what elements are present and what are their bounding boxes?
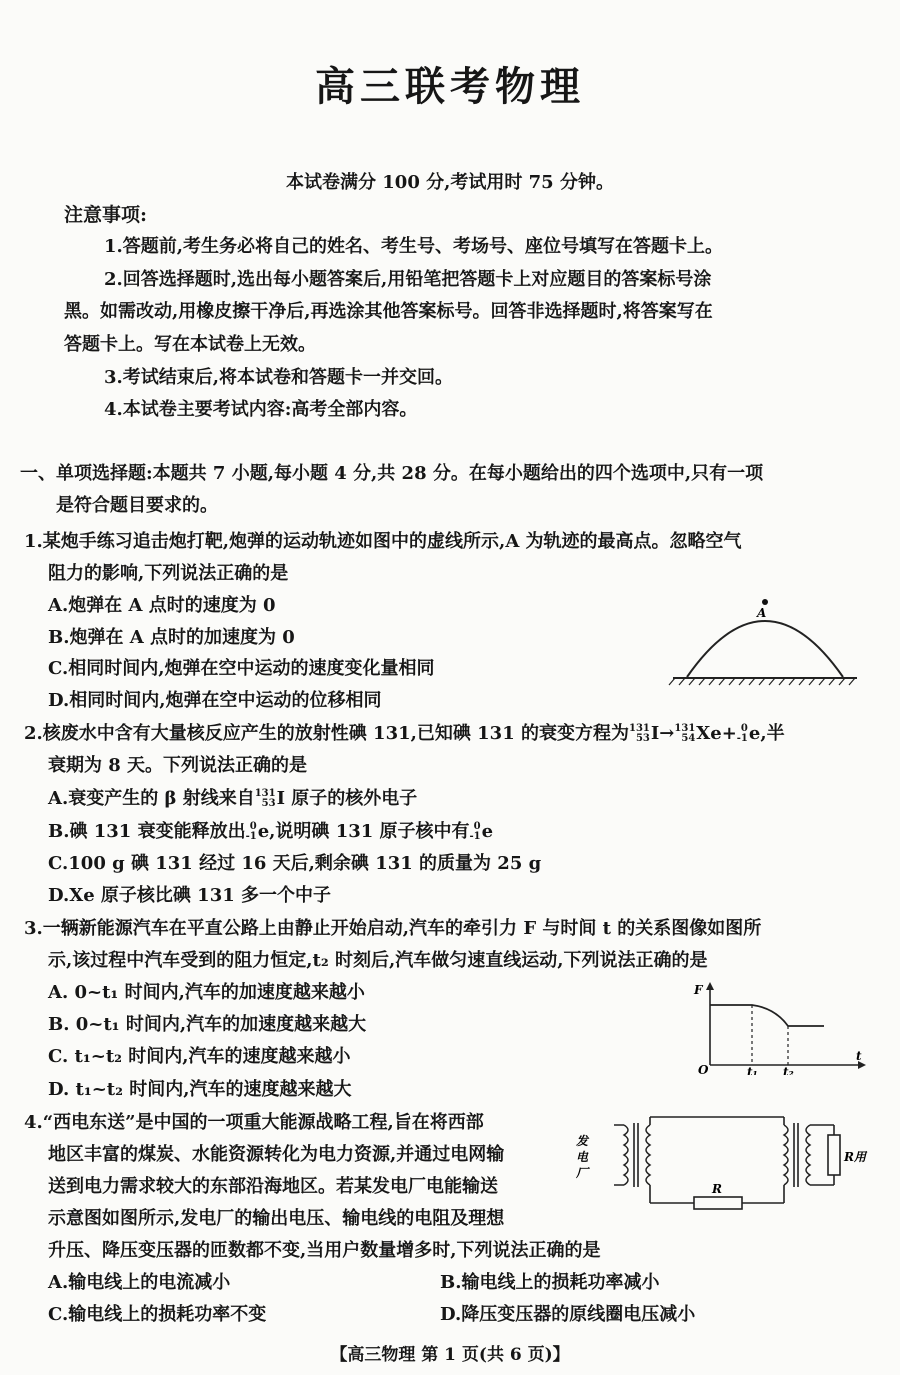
q4-option-d: D.降压变压器的原线圈电压减小 — [440, 1304, 696, 1325]
load-resistor — [828, 1135, 840, 1175]
y-axis-label: F — [694, 983, 703, 997]
section-heading-cont: 是符合题目要求的。 — [56, 495, 218, 516]
page-title: 高三联考物理 — [315, 64, 585, 110]
q2-option-c: C.100 g 碘 131 经过 16 天后,剩余碘 131 的质量为 25 g — [48, 853, 542, 874]
q1-stem: 阻力的影响,下列说法正确的是 — [48, 563, 289, 584]
trajectory-curve — [687, 621, 843, 677]
q1-option-b: B.炮弹在 A 点时的加速度为 0 — [48, 627, 295, 648]
q4-stem: 送到电力需求较大的东部沿海地区。若某发电厂电能输送 — [48, 1176, 498, 1197]
point-a-label: A — [757, 606, 767, 620]
load-resistor-label: R用 — [844, 1150, 866, 1164]
q1-option-c: C.相同时间内,炮弹在空中运动的速度变化量相同 — [48, 658, 435, 679]
q2-option-a: A.衰变产生的 β 射线来自 131 53 I 原子的核外电子 — [48, 788, 418, 809]
q1-trajectory-figure — [665, 585, 865, 690]
plant-label: 发电厂 — [576, 1134, 589, 1180]
q3-stem: 3.一辆新能源汽车在平直公路上由静止开始启动,汽车的牵引力 F 与时间 t 的关系图像如图所 — [24, 918, 762, 939]
point-a — [762, 599, 768, 605]
notice-item: 1.答题前,考生务必将自己的姓名、考生号、考场号、座位号填写在答题卡上。 — [104, 236, 724, 257]
q2-option-d: D.Xe 原子核比碘 131 多一个中子 — [48, 885, 332, 906]
q3-force-time-graph — [690, 980, 870, 1075]
section-heading: 一、单项选择题:本题共 7 小题,每小题 4 分,共 28 分。在每小题给出的四个选项中,只有一项 — [20, 463, 764, 484]
t1-label: t₁ — [747, 1065, 758, 1075]
q2-stem: 2.核废水中含有大量核反应产生的放射性碘 131,已知碘 131 的衰变方程为 131 53 I→ 131 54 Xe+ 0 -1 e,半 — [24, 723, 785, 744]
q4-option-c: C.输电线上的损耗功率不变 — [48, 1304, 267, 1325]
notice-heading: 注意事项: — [64, 204, 148, 226]
notice-item: 3.考试结束后,将本试卷和答题卡一并交回。 — [104, 367, 454, 388]
stepdown-secondary-coil — [806, 1125, 810, 1185]
q1-stem: 1.某炮手练习追击炮打靶,炮弹的运动轨迹如图中的虚线所示,A 为轨迹的最高点。忽略空气 — [24, 531, 742, 552]
q4-option-b: B.输电线上的损耗功率减小 — [440, 1272, 660, 1293]
ground-hatch — [669, 678, 855, 685]
q3-option-d: D. t₁~t₂ 时间内,汽车的速度越来越大 — [48, 1079, 352, 1100]
x-axis-label: t — [856, 1049, 862, 1063]
q4-stem: 示意图如图所示,发电厂的输出电压、输电线的电阻及理想 — [48, 1208, 505, 1229]
stepup-secondary-coil — [646, 1125, 650, 1185]
q1-option-a: A.炮弹在 A 点时的速度为 0 — [48, 595, 276, 616]
q3-option-c: C. t₁~t₂ 时间内,汽车的速度越来越小 — [48, 1046, 351, 1067]
q4-stem: 地区丰富的煤炭、水能资源转化为电力资源,并通过电网输 — [48, 1144, 505, 1165]
line-resistor-label: R — [712, 1182, 722, 1196]
exam-info: 本试卷满分 100 分,考试用时 75 分钟。 — [286, 172, 614, 193]
notice-item: 4.本试卷主要考试内容:高考全部内容。 — [104, 399, 418, 420]
line-resistor — [694, 1197, 742, 1209]
q1-option-d: D.相同时间内,炮弹在空中运动的位移相同 — [48, 690, 382, 711]
notice-item: 黑。如需改动,用橡皮擦干净后,再选涂其他答案标号。回答非选择题时,将答案写在 — [64, 301, 713, 322]
t2-label: t₂ — [783, 1065, 794, 1075]
q3-option-a: A. 0~t₁ 时间内,汽车的加速度越来越小 — [48, 982, 365, 1003]
q2-stem: 衰期为 8 天。下列说法正确的是 — [48, 755, 308, 776]
q4-stem: 4.“西电东送”是中国的一项重大能源战略工程,旨在将西部 — [24, 1112, 484, 1133]
notice-item: 答题卡上。写在本试卷上无效。 — [64, 334, 316, 355]
page-footer: 【高三物理 第 1 页(共 6 页)】 — [330, 1345, 570, 1365]
origin-label: O — [698, 1063, 709, 1075]
stepup-primary-coil — [624, 1125, 628, 1185]
q4-option-a: A.输电线上的电流减小 — [48, 1272, 231, 1293]
q3-stem: 示,该过程中汽车受到的阻力恒定,t₂ 时刻后,汽车做匀速直线运动,下列说法正确的是 — [48, 950, 708, 971]
q4-transmission-circuit — [572, 1105, 872, 1220]
q4-stem: 升压、降压变压器的匝数都不变,当用户数量增多时,下列说法正确的是 — [48, 1240, 601, 1261]
q3-option-b: B. 0~t₁ 时间内,汽车的加速度越来越大 — [48, 1014, 367, 1035]
stepdown-primary-coil — [784, 1125, 788, 1185]
q2-option-b: B.碘 131 衰变能释放出 0 -1 e,说明碘 131 原子核中有 0 -1 e — [48, 821, 494, 842]
force-curve — [710, 1005, 824, 1026]
notice-item: 2.回答选择题时,选出每小题答案后,用铅笔把答题卡上对应题目的答案标号涂 — [104, 269, 712, 290]
